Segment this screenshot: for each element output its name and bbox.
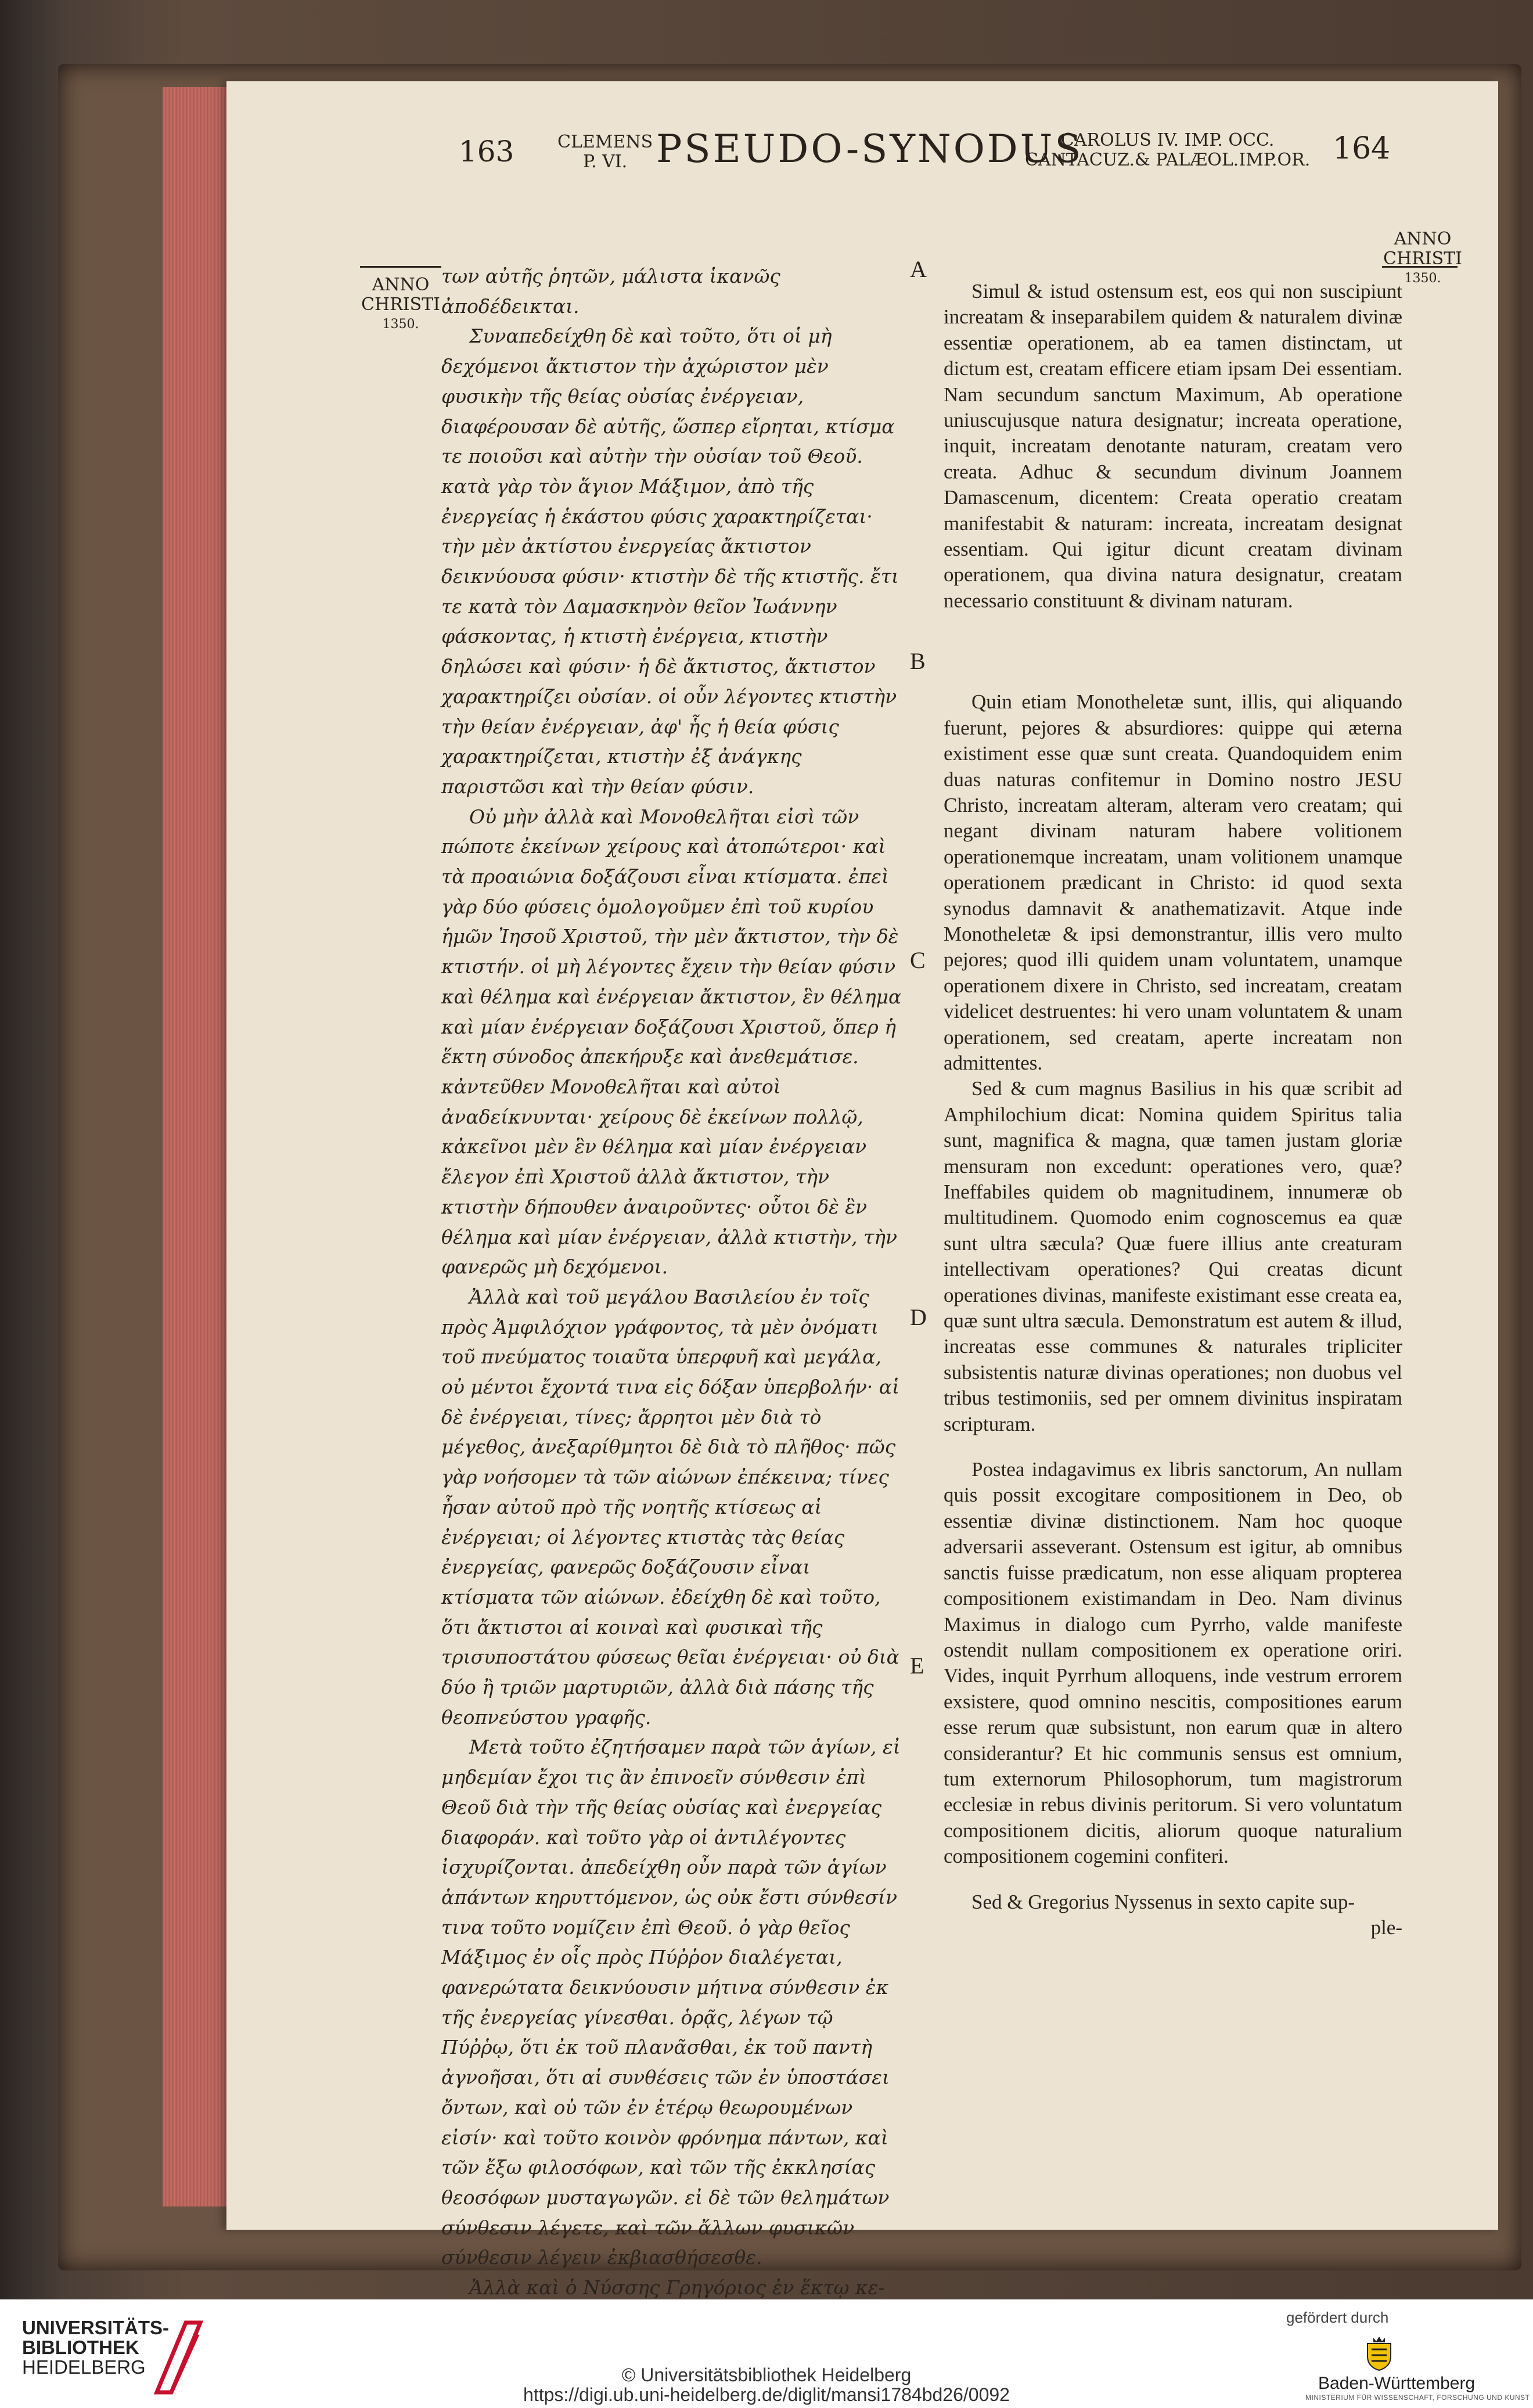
latin-paragraph: Sed & Gregorius Nyssenus in sexto capite sup- — [971, 1890, 1355, 1913]
section-letter-e: E — [910, 1653, 924, 1679]
catchword: ple- — [1370, 1916, 1402, 1939]
section-letter-d: D — [910, 1304, 927, 1330]
header-right — [1025, 131, 1310, 170]
greek-column — [441, 261, 906, 2303]
permalink[interactable]: https://digi.ub.uni-heidelberg.de/diglit/mansi1784bd26/0092 — [523, 2384, 1010, 2405]
margin-left-christi: CHRISTI — [361, 294, 440, 315]
latin-paragraph: Sed & cum magnus Basilius in his quæ scribit ad Amphilochium dicat: Nomina quidem Spiritus talia sunt, magnifica & magna, quæ tamen justam gloriæ mensuram non excedunt: operationes vero, quæ? Ineffabiles quidem ob magnitudinem, innumeræ ob multitudinem. Quomodo enim cognoscemus ea quæ sunt ultra sæcula? Quæ fuere illius ante creaturam intellectivam operationes? Qui creatas dicunt operationes divinas, manifeste existimant esse creata ea, quæ sunt ultra sæcula. Demonstratum est autem & illud, increatas esse communes & naturales tripliciter subsistentis naturæ divinas operationes; non duobus vel tribus testimoniis, sed per omnem divinitus inspiratam scripturam. — [944, 1077, 1402, 1435]
header-right-line2: CANTACUZ.& PALÆOL.IMP.OR. — [1025, 150, 1311, 170]
latin-paragraph: Quin etiam Monotheletæ sunt, illis, qui aliquando fuerunt, pejores & absurdiores: quippe qui æterna existiment esse quæ sunt creata. Quandoquidem enim duas naturas confitemur in Domino nostro JESU Christo, increatam alteram, alteram vero creatam; qui negant divinam naturam habere volitionem operationemque increatam, unam volitionem unamque operationem prædicant in Christo: id quod sexta synodus damnavit & anathematizavit. Atque inde Monotheletæ & ipsi demonstrantur, illis vero multo pejores; quod illi quidem unam voluntatem, unamque operationem dixere in Christo, sed increatam, creatam videlicet destruentes: hi vero unam voluntatem & unam operationem, sed creatam, aperte increatam non admittentes. — [944, 690, 1402, 1074]
margin-right-christi: CHRISTI — [1383, 249, 1462, 269]
running-title: PSEUDO-SYNODUS — [656, 127, 1084, 171]
state-name: Baden-Württemberg — [1318, 2374, 1476, 2393]
greek-paragraph: Οὐ μὴν ἀλλὰ καὶ Μονοθελῆται εἰσὶ τῶν πώποτε ἐκείνων χείρους καὶ ἀτοπώτεροι· καὶ τὰ προαιώνια δοξάζουσι εἶναι κτίσματα. ἐπεὶ γὰρ δύο φύσεις ὁμολογοῦμεν ἐπὶ τοῦ κυρίου ἡμῶν Ἰησοῦ Χριστοῦ, τὴν μὲν ἄκτιστον, τὴν δὲ κτιστήν. οἱ μὴ λέγοντες ἔχειν τὴν θείαν φύσιν καὶ θέλημα καὶ ἐνέργειαν ἄκτιστον, ἓν θέλημα καὶ μίαν ἐνέργειαν δοξάζουσι Χριστοῦ, ὅπερ ἡ ἕκτη σύνοδος ἀπεκήρυξε καὶ ἀνεθεμάτισε. κἀντεῦθεν Μονοθελῆται καὶ αὐτοὶ ἀναδείκνυνται· χείρους δὲ ἐκείνων πολλῷ, κἀκεῖνοι μὲν ἓν θέλημα καὶ μίαν ἐνέργειαν ἔλεγον ἐπὶ Χριστοῦ ἀλλὰ ἄκτιστον, τὴν κτιστὴν δήπουθεν ἀναιροῦντες· οὗτοι δὲ ἓν θέλημα καὶ μίαν ἐνέργειαν, ἀλλὰ κτιστὴν, τὴν φανερῶς μὴ δεχόμενοι. — [441, 805, 902, 1279]
header-clemens — [557, 132, 653, 172]
viewer-footer — [0, 2299, 1533, 2408]
latin-paragraph: Simul & istud ostensum est, eos qui non suscipiunt increatam & inseparabilem quidem & naturalem divinæ essentiæ operationem, ab ea tamen distinctam, ut dictum est, creatam efficere etiam ipsam Dei essentiam. Nam secundum sanctum Maximum, Ab operatione uniuscujusque natura designatur; increata operatione, inquit, increatam denotante naturam, creatam vero creata. Adhuc & secundum divinum Joannem Damascenum, dicentem: Creata operatio creatam manifestabit & naturam: increata, increatam designat essentiam. Qui igitur dicunt creatam divinam operationem, qua divina natura designatur, creatam necessario constituunt & divinam naturam. — [944, 280, 1402, 612]
margin-left-anno: ANNO — [372, 275, 430, 295]
section-letter-c: C — [910, 947, 926, 973]
copyright-notice: © Universitätsbibliothek Heidelberg — [621, 2364, 912, 2385]
margin-right-anno: ANNO — [1394, 229, 1452, 249]
greek-paragraph: των αὐτῆς ῥητῶν, μάλιστα ἱκανῶς ἀποδέδεικται. — [441, 265, 780, 318]
header-right-line1: CAROLUS IV. IMP. OCC. — [1060, 130, 1275, 150]
ministry-name: MINISTERIUM FÜR WISSENSCHAFT, FORSCHUNG UND KUNST — [1305, 2393, 1530, 2402]
margin-note-left — [357, 275, 444, 334]
section-letter-a: A — [910, 256, 927, 282]
greek-paragraph: Συναπεδείχθη δὲ καὶ τοῦτο, ὅτι οἱ μὴ δεχόμενοι ἄκτιστον τὴν ἀχώριστον μὲν φυσικὴν τῆς θείας οὐσίας ἐνέργειαν, διαφέρουσαν δὲ αὐτῆς, ὥσπερ εἴρηται, κτίσμα τε ποιοῦσι καὶ αὐτὴν τὴν οὐσίαν τοῦ Θεοῦ. κατὰ γὰρ τὸν ἅγιον Μάξιμον, ἀπὸ τῆς ἐνεργείας ἡ ἑκάστου φύσις χαρακτηρίζεται· τὴν μὲν ἀκτίστου ἐνεργείας ἄκτιστον δεικνύουσα φύσιν· κτιστὴν δὲ τῆς κτιστῆς. ἔτι τε κατὰ τὸν Δαμασκηνὸν θεῖον Ἰωάννην φάσκοντας, ἡ κτιστὴ ἐνέργεια, κτιστὴν δηλώσει καὶ φύσιν· ἡ δὲ ἄκτιστος, ἄκτιστον χαρακτηρίζει οὐσίαν. οἱ οὖν λέγοντες κτιστὴν τὴν θείαν ἐνέργειαν, ἀφ' ἧς ἡ θεία φύσις χαρακτηρίζεται, κτιστὴν ἐξ ἀνάγκης παριστῶσι καὶ τὴν θείαν φύσιν. — [441, 325, 899, 798]
baden-wuerttemberg-coat-of-arms-icon — [1359, 2333, 1399, 2374]
header-pope: P. VI. — [582, 152, 628, 172]
greek-paragraph: Ἀλλὰ καὶ τοῦ μεγάλου Βασιλείου ἐν τοῖς πρὸς Ἀμφιλόχιον γράφοντος, τὰ μὲν ὀνόματι τοῦ πνεύματος τοιαῦτα ὑπερφυῆ καὶ μεγάλα, οὐ μέντοι ἔχοντά τινα εἰς δόξαν ὑπερβολήν· αἱ δὲ ἐνέργειαι, τίνες; ἄρρητοι μὲν διὰ τὸ μέγεθος, ἀνεξαρίθμητοι δὲ διὰ τὸ πλῆθος· πῶς γὰρ νοήσομεν τὰ τῶν αἰώνων ἐπέκεινα; τίνες ἦσαν αὐτοῦ πρὸ τῆς νοητῆς κτίσεως αἱ ἐνέργειαι; οἱ λέγοντες κτιστὰς τὰς θείας ἐνεργείας, φανερῶς δοξάζουσιν εἶναι κτίσματα τῶν αἰώνων. ἐδείχθη δὲ καὶ τοῦτο, ὅτι ἄκτιστοι αἱ κοιναὶ καὶ φυσικαὶ τῆς τρισυποστάτου φύσεως θεῖαι ἐνέργειαι· οὐ διὰ δύο ἢ τριῶν μαρτυριῶν, ἀλλὰ διὰ πάσης τῆς θεοπνεύστου γραφῆς. — [441, 1285, 900, 1729]
latin-column — [944, 279, 1402, 1941]
latin-paragraph: Postea indagavimus ex libris sanctorum, An nullam quis possit excogitare compositionem in Deo, ob essentiæ divinæ distinctionem. Nam hoc quoque adversarii asseverant. Ostensum est igitur, ab omnibus sanctis fuisse prædicatum, non esse aliquam propterea compositionem existimandam in Deo. Nam divinus Maximus in dialogo cum Pyrrho, valde manifeste ostendit nullam compositionem ex operatione oriri. Vides, inquit Pyrrhum alloquens, inde vestrum errorem exsistere, quod omnino nescitis, compositiones earum esse rerum quæ subsistunt, non earum quæ in altero considerantur? Et hic communis sensus est omnium, tum externorum Philosophorum, tum magistrorum ecclesiæ in rebus divinis peritorum. Si vero voluntatum compositionem dicitis, aliorum quoque naturalium compositionem cogemini confiteri. — [944, 1458, 1402, 1868]
page-number-right: 164 — [1333, 131, 1391, 166]
margin-left-year: 1350. — [382, 317, 419, 332]
funded-by-label: gefördert durch — [1286, 2309, 1389, 2326]
library-name-line1: UNIVERSITÄTS- — [22, 2317, 170, 2338]
page-number-left: 163 — [459, 135, 514, 168]
margin-right-year: 1350. — [1404, 271, 1441, 286]
margin-rule-left — [360, 266, 441, 268]
greek-paragraph: Μετὰ τοῦτο ἐζητήσαμεν παρὰ τῶν ἁγίων, εἰ μηδεμίαν ἔχοι τις ἂν ἐπινοεῖν σύνθεσιν ἐπὶ Θεοῦ διὰ τὴν τῆς θείας οὐσίας καὶ ἐνεργείας διαφοράν. καὶ τοῦτο γὰρ οἱ ἀντιλέγοντες ἰσχυρίζονται. ἀπεδείχθη οὖν παρὰ τῶν ἁγίων ἁπάντων κηρυττόμενον, ὡς οὐκ ἔστι σύνθεσίν τινα τοῦτο νομίζειν ἐπὶ Θεοῦ. ὁ γὰρ θεῖος Μάξιμος ἐν οἷς πρὸς Πύῤῥον διαλέγεται, φανερώτατα δεικνύουσιν μήτινα σύνθεσιν ἐκ τῆς ἐνεργείας γίνεσθαι. ὁρᾷς, λέγων τῷ Πύῤῥῳ, ὅτι ἐκ τοῦ πλανᾶσθαι, ἐκ τοῦ παντὴ ἀγνοῆσαι, ὅτι αἱ συνθέσεις τῶν ἐν ὑποστάσει ὄντων, καὶ οὐ τῶν ἐν ἑτέρῳ θεωρουμένων εἰσίν· καὶ τοῦτο κοινὸν φρόνημα πάντων, καὶ τῶν ἔξω φιλοσόφων, καὶ τῶν τῆς ἐκκλησίας θεοσόφων μυσταγωγῶν. εἰ δὲ τῶν θελημάτων σύνθεσιν λέγετε, καὶ τῶν ἄλλων φυσικῶν σύνθεσιν λέγειν ἐκβιασθήσεσθε. — [441, 1736, 901, 2269]
header-clemens-name: CLEMENS — [557, 132, 653, 152]
library-name-line3: HEIDELBERG — [22, 2356, 146, 2378]
greek-paragraph: Ἀλλὰ καὶ ὁ Νύσσης Γρηγόριος ἐν ἕκτῳ κε- — [469, 2276, 885, 2299]
library-name-line2: BIBLIOTHEK — [22, 2337, 139, 2358]
section-letter-b: B — [910, 648, 926, 674]
